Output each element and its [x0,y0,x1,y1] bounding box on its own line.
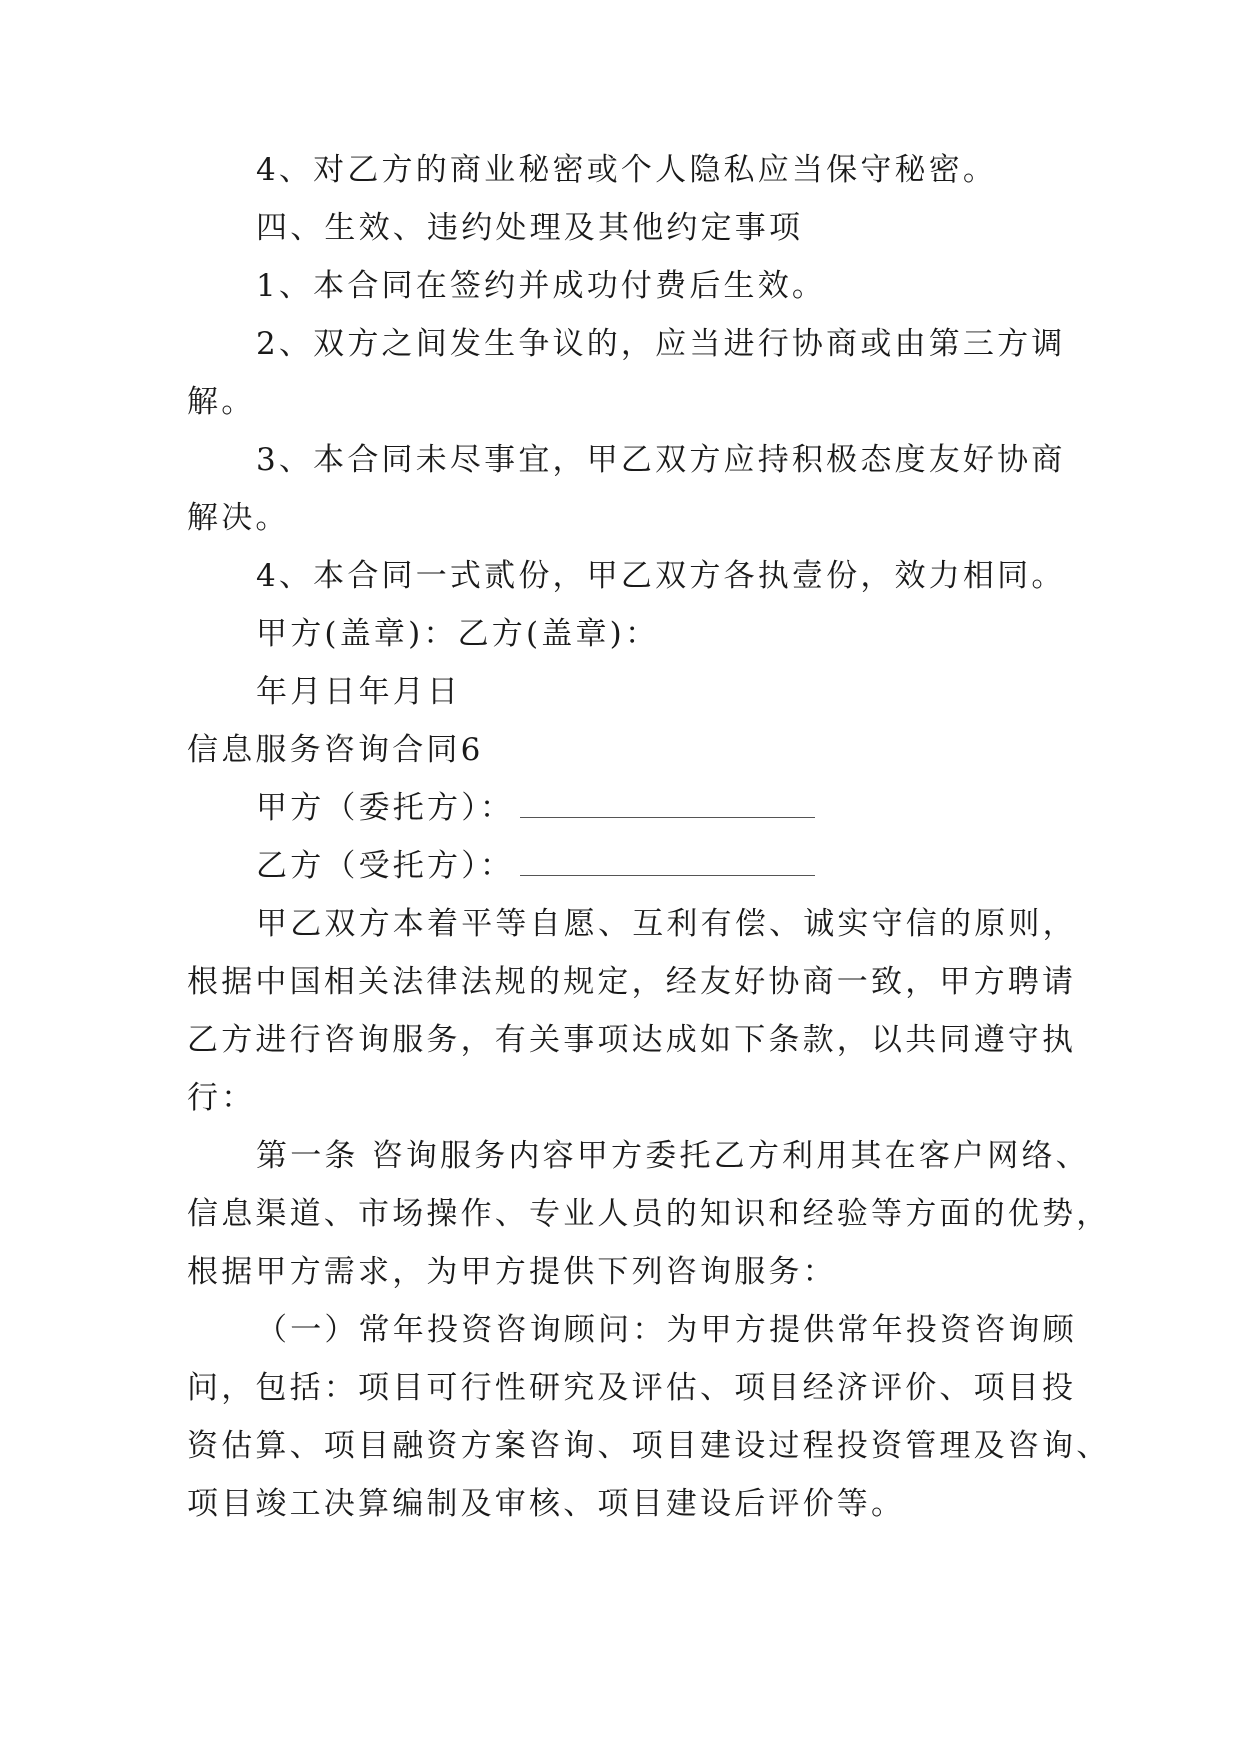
party-b-line [256,846,815,886]
signature-line: 甲方(盖章)：乙方(盖章)： [256,616,660,652]
paragraph-line: 4、本合同一式贰份，甲乙双方各执壹份，效力相同。 [256,558,1066,594]
paragraph-line: 项目竣工决算编制及审核、项目建设后评价等。 [187,1486,906,1522]
document-title: 信息服务咨询合同6 [187,732,484,768]
paragraph-line: 资估算、项目融资方案咨询、项目建设过程投资管理及咨询、 [187,1428,1111,1464]
paragraph-line: 问，包括：项目可行性研究及评估、项目经济评价、项目投 [187,1370,1077,1406]
section-heading: 四、生效、违约处理及其他约定事项 [256,210,804,246]
date-line: 年月日年月日 [256,674,462,710]
party-b-blank [520,849,815,876]
paragraph-line: 解。 [187,384,256,420]
paragraph-line: 甲乙双方本着平等自愿、互利有偿、诚实守信的原则， [256,906,1077,942]
paragraph-line: 根据中国相关法律法规的规定，经友好协商一致，甲方聘请 [187,964,1077,1000]
paragraph-line: 根据甲方需求，为甲方提供下列咨询服务： [187,1254,837,1290]
paragraph-line: （一）常年投资咨询顾问：为甲方提供常年投资咨询顾 [256,1312,1077,1348]
party-a-label: 甲方（委托方）： [256,790,515,826]
party-b-label: 乙方（受托方）： [256,848,515,884]
paragraph-line: 1、本合同在签约并成功付费后生效。 [256,268,827,304]
paragraph-line: 解决。 [187,500,290,536]
paragraph-line: 3、本合同未尽事宜，甲乙双方应持积极态度友好协商 [256,442,1066,478]
paragraph-line: 信息渠道、市场操作、专业人员的知识和经验等方面的优势， [187,1196,1111,1232]
party-a-blank [520,791,815,818]
paragraph-line: 2、双方之间发生争议的，应当进行协商或由第三方调 [256,326,1066,362]
article-heading-line: 第一条 咨询服务内容甲方委托乙方利用其在客户网络、 [256,1138,1090,1174]
paragraph-line: 乙方进行咨询服务，有关事项达成如下条款，以共同遵守执 [187,1022,1077,1058]
paragraph-line: 行： [187,1080,256,1116]
party-a-line [256,788,815,828]
paragraph-line: 4、对乙方的商业秘密或个人隐私应当保守秘密。 [256,152,998,188]
